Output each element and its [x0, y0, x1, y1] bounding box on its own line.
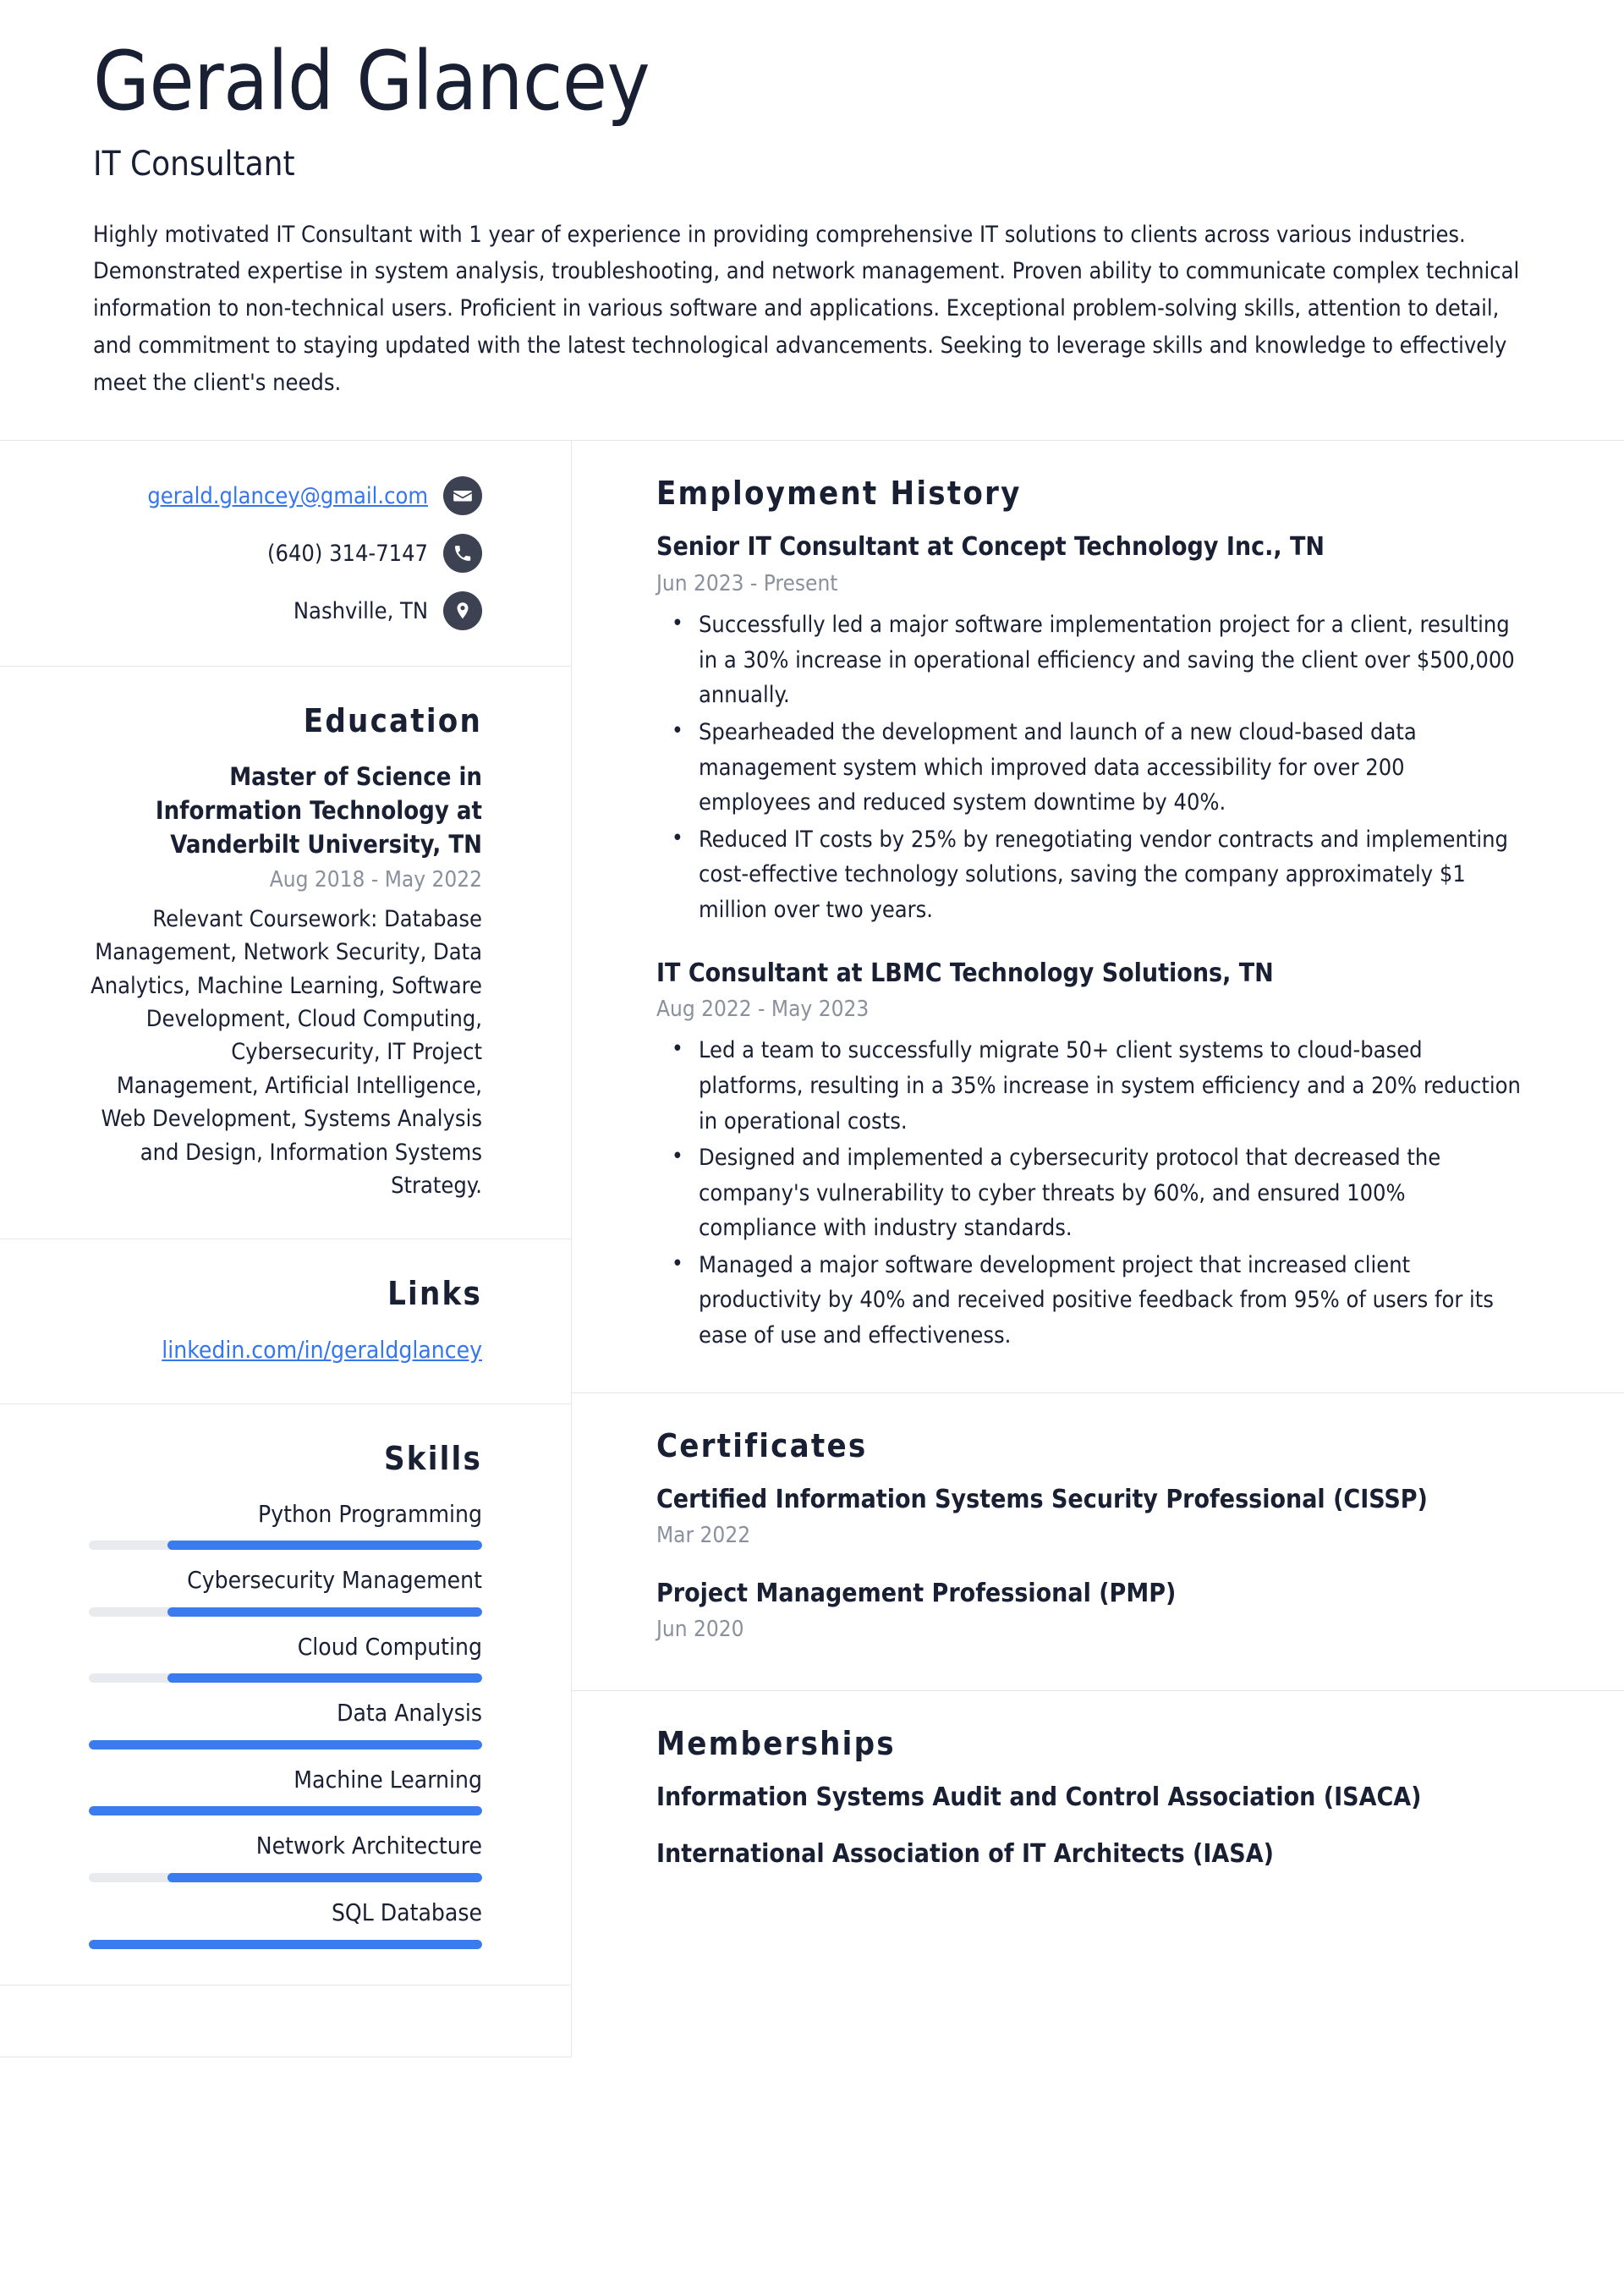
education-section	[0, 667, 571, 1239]
certificate-date: Jun 2020	[656, 1617, 744, 1642]
employment-bullet-list	[656, 1033, 1522, 1353]
email-value[interactable]: gerald.glancey@gmail.com	[147, 482, 428, 509]
sidebar	[0, 441, 572, 2057]
employment-bullet: • Designed and implemented a cybersecurity protocol that decreased the company's vulnerability to cyber threats by 60%, and ensured 100% compliance with industry standards.	[694, 1140, 1522, 1246]
memberships-list	[656, 1781, 1522, 1871]
employment-list	[656, 530, 1522, 1353]
skill-label: SQL Database	[331, 1898, 482, 1927]
skills-list	[89, 1497, 482, 1949]
contact-phone-row[interactable]	[89, 534, 482, 573]
envelope-icon	[443, 476, 482, 515]
skills-heading: Skills	[383, 1439, 482, 1477]
sidebar-spacer	[0, 1986, 571, 2057]
skill-label: Data Analysis	[337, 1699, 482, 1727]
links-heading: Links	[387, 1274, 482, 1312]
skill-progress-track	[89, 1673, 482, 1683]
skill-progress-fill	[89, 1940, 482, 1949]
resume-header	[0, 0, 1624, 440]
professional-summary: Highly motivated IT Consultant with 1 year of experience in providing comprehensive IT solutions to clients across various industries. Demonstrated expertise in system analysis, troubleshooting, and network management. Proven ability to communicate complex technical information to non-technical users. Proficient in various software and applications. Exceptional problem-solving skills, attention to detail, and commitment to staying updated with the latest technological advancements. Seeking to leverage skills and knowledge to effectively meet the client's needs.	[93, 221, 1520, 396]
certificate-title: Project Management Professional (PMP)	[656, 1578, 1177, 1608]
skill-label: Cloud Computing	[297, 1632, 482, 1661]
employment-bullet: • Reduced IT costs by 25% by renegotiating vendor contracts and implementing cost-effective technology solutions, saving the company approximately $1 million over two years.	[694, 822, 1522, 928]
skill-progress-track	[89, 1740, 482, 1749]
employment-bullet: • Led a team to successfully migrate 50+ client systems to cloud-based platforms, resulting in a 35% increase in system efficiency and a 20% reduction in operational costs.	[694, 1033, 1522, 1139]
employment-heading: Employment History	[656, 475, 1022, 513]
membership-entry: International Association of IT Architects (IASA)	[656, 1838, 1274, 1869]
employment-entry-date: Aug 2022 - May 2023	[656, 997, 870, 1023]
skill-item	[89, 1497, 482, 1551]
resume-body	[0, 441, 1624, 2057]
certificates-list	[656, 1483, 1522, 1645]
link-item-linkedin[interactable]: linkedin.com/in/geraldglancey	[162, 1335, 482, 1364]
education-description: Relevant Coursework: Database Management, Network Security, Data Analytics, Machine Learning, Software Development, Cloud Computing, Cybersecurity, IT Project Management, Artificial Intelligence, Web Development, Systems Analysis and Design, Information Systems Strategy.	[91, 905, 482, 1200]
skill-progress-fill	[167, 1673, 482, 1683]
education-date: Aug 2018 - May 2022	[269, 867, 482, 893]
skill-progress-track	[89, 1806, 482, 1815]
memberships-section	[572, 1691, 1624, 1909]
contact-location-row	[89, 591, 482, 630]
employment-bullet: • Successfully led a major software implementation project for a client, resulting in a 30% increase in operational efficiency and saving the client over $500,000 annually.	[694, 607, 1522, 713]
phone-icon	[443, 534, 482, 573]
skill-item	[89, 1763, 482, 1816]
employment-entry-title: Senior IT Consultant at Concept Technology Inc., TN	[656, 532, 1325, 563]
contact-section	[0, 441, 571, 667]
phone-value: (640) 314-7147	[267, 540, 428, 567]
location-value: Nashville, TN	[293, 597, 428, 624]
certificate-entry	[656, 1577, 1522, 1645]
skill-label: Python Programming	[258, 1499, 482, 1528]
employment-entry-date: Jun 2023 - Present	[656, 570, 838, 596]
skill-progress-fill	[89, 1740, 482, 1749]
education-heading: Education	[303, 702, 482, 740]
skill-item	[89, 1896, 482, 1949]
skills-section	[0, 1404, 571, 1986]
skill-item	[89, 1630, 482, 1684]
skill-item	[89, 1563, 482, 1617]
education-degree: Master of Science in Information Technology at Vanderbilt University, TN	[155, 762, 482, 860]
location-pin-icon	[443, 591, 482, 630]
skill-progress-track	[89, 1541, 482, 1550]
skill-progress-track	[89, 1607, 482, 1617]
employment-bullet: • Spearheaded the development and launch of a new cloud-based data management system which improved data accessibility for over 200 employees and reduced system downtime by 40%.	[694, 715, 1522, 821]
certificates-section	[572, 1393, 1624, 1692]
certificates-heading: Certificates	[656, 1426, 868, 1464]
skill-progress-fill	[167, 1607, 482, 1617]
page-title: Gerald Glancey	[93, 34, 650, 129]
skill-item	[89, 1696, 482, 1749]
employment-bullet: • Managed a major software development project that increased client productivity by 40% and received positive feedback from 95% of users for its ease of use and effectiveness.	[694, 1248, 1522, 1354]
contact-email-row[interactable]	[89, 476, 482, 515]
employment-entry-title: IT Consultant at LBMC Technology Solutions, TN	[656, 958, 1274, 988]
skill-progress-track	[89, 1873, 482, 1882]
membership-entry: Information Systems Audit and Control Association (ISACA)	[656, 1782, 1422, 1813]
skill-label: Network Architecture	[255, 1832, 482, 1860]
skill-item	[89, 1829, 482, 1882]
job-title: IT Consultant	[93, 144, 295, 184]
main-column	[572, 441, 1624, 2057]
links-section	[0, 1239, 571, 1404]
skill-progress-fill	[167, 1541, 482, 1550]
skill-progress-track	[89, 1940, 482, 1949]
skill-progress-fill	[167, 1873, 482, 1882]
skill-progress-fill	[89, 1806, 482, 1815]
employment-section	[572, 441, 1624, 1392]
skill-label: Cybersecurity Management	[187, 1566, 482, 1595]
skill-label: Machine Learning	[294, 1765, 482, 1793]
certificate-title: Certified Information Systems Security Professional (CISSP)	[656, 1484, 1428, 1514]
certificate-date: Mar 2022	[656, 1523, 751, 1549]
certificate-entry	[656, 1483, 1522, 1552]
memberships-heading: Memberships	[656, 1725, 896, 1763]
employment-entry	[656, 957, 1522, 1354]
employment-bullet-list	[656, 607, 1522, 927]
employment-entry	[656, 530, 1522, 927]
